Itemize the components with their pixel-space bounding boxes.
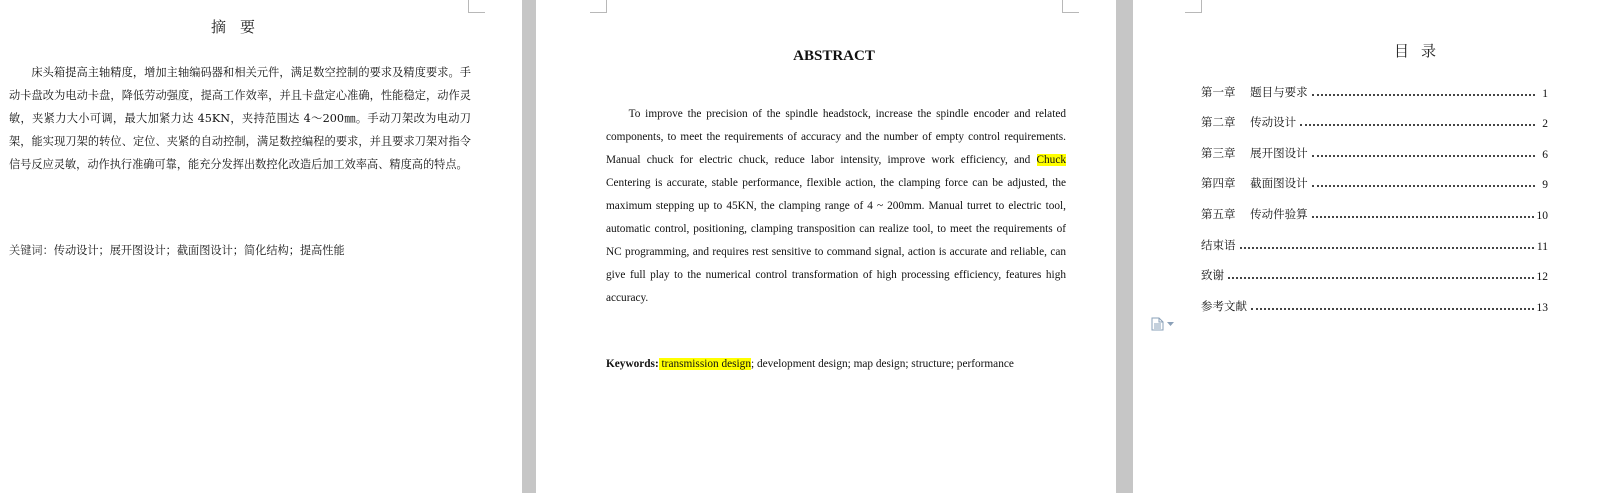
crop-mark	[590, 0, 607, 13]
toc-entry-page: 2	[1542, 118, 1548, 131]
abstract-body[interactable]	[9, 61, 471, 176]
paragraph-text: Centering is accurate, stable performance, flexible action, the clamping force can be adjusted, the maximum stepping up to 45KN, the clamping range of 4 ~ 200mm. Manual turret to electric tool, automatic control, positioning, clamping transposition can realize tool, to meet the requirements of NC programming, and requires rest sensitive to command signal, action is accurate and reliable, can give full play to the numerical control transformation of high processing efficiency, features high accuracy.	[606, 177, 1066, 304]
toc-entry[interactable]	[1201, 253, 1548, 284]
toc-entry[interactable]	[1201, 130, 1548, 161]
page-title: 摘要	[210, 18, 269, 36]
page-title: ABSTRACT	[793, 48, 875, 64]
toc-dot-leader	[1312, 155, 1535, 157]
toc-entry[interactable]	[1201, 222, 1548, 253]
toc-entry-page: 11	[1536, 240, 1548, 253]
toc-dot-leader	[1312, 185, 1535, 187]
toc-entry-page: 10	[1536, 209, 1548, 222]
highlighted-text: Chuck	[1036, 154, 1066, 166]
toc-entry-page: 1	[1542, 87, 1548, 100]
keywords-line[interactable]	[9, 242, 345, 258]
toc-entry-label: 致谢	[1201, 268, 1224, 283]
page-chinese-abstract	[0, 0, 522, 493]
toc-entry-label: 第一章 题目与要求	[1201, 84, 1308, 99]
toc-entry-label: 第四章 截面图设计	[1201, 176, 1308, 191]
toc-dot-leader	[1312, 216, 1534, 218]
toc-dot-leader	[1228, 277, 1534, 279]
page-table-of-contents	[1133, 0, 1602, 493]
toc-entry-page: 9	[1542, 179, 1548, 192]
crop-mark	[1185, 0, 1202, 13]
document-icon	[1151, 317, 1164, 331]
abstract-paragraph[interactable]: 床头箱提高主轴精度，增加主轴编码器和相关元件，满足数空控制的要求及精度要求。手动卡盘改为电动卡盘，降低劳动强度，提高工作效率，并且卡盘定心准确，性能稳定，动作灵敏，夹紧力大小可调，最大加紧力达 45KN，夹持范围达 4～200㎜。手动刀架改为电动刀架，能实现刀架的转位、定位、夹紧的自动控制，满足数控编程的要求，并且要求刀架对指令信号反应灵敏，动作执行准确可靠，能充分发挥出数控化改造后加工效率高、精度高的特点。	[9, 66, 471, 171]
keywords-label: Keywords:	[606, 358, 659, 370]
toc-entry-label: 参考文献	[1201, 298, 1247, 313]
toc-entry-page: 13	[1536, 301, 1548, 314]
page-english-abstract	[536, 0, 1116, 493]
toc-entry-page: 12	[1536, 271, 1548, 284]
toc-dot-leader	[1240, 247, 1534, 249]
toc-dot-leader	[1312, 94, 1535, 96]
abstract-paragraph[interactable]	[606, 103, 1066, 310]
toc-entry-label: 第五章 传动件验算	[1201, 206, 1308, 221]
toc-entry[interactable]	[1201, 283, 1548, 314]
toc-entry[interactable]	[1201, 191, 1548, 222]
toc-dot-leader	[1300, 124, 1535, 126]
toc-entry[interactable]	[1201, 69, 1548, 100]
crop-mark	[468, 0, 485, 13]
highlighted-keyword: transmission design	[658, 358, 751, 370]
keywords-line[interactable]	[606, 358, 1014, 370]
paste-options-button[interactable]	[1151, 316, 1181, 332]
toc-entry-label: 第二章 传动设计	[1201, 115, 1297, 130]
crop-mark	[1062, 0, 1079, 13]
toc-entry-label: 结束语	[1201, 237, 1236, 252]
page-title: 目录	[1393, 42, 1448, 60]
toc-entry[interactable]	[1201, 100, 1548, 131]
keywords-label: 关键词：	[9, 244, 54, 257]
keywords-text: ; development design; map design; structure; performance	[750, 358, 1014, 370]
toc-entry-label: 第三章 展开图设计	[1201, 145, 1308, 160]
keywords-text: 传动设计；展开图设计；截面图设计；简化结构；提高性能	[53, 244, 345, 257]
toc-entry-page: 6	[1542, 148, 1548, 161]
toc-list	[1201, 69, 1548, 314]
paragraph-text: To improve the precision of the spindle headstock, increase the spindle encoder and related components, to meet the requirements of accuracy and the number of empty control requirements. Manual chuck for electric chuck, reduce labor intensity, improve work efficiency, and	[606, 108, 1066, 166]
toc-dot-leader	[1251, 308, 1534, 310]
abstract-body[interactable]	[606, 103, 1066, 310]
chevron-down-icon	[1167, 322, 1174, 327]
toc-entry[interactable]	[1201, 161, 1548, 192]
